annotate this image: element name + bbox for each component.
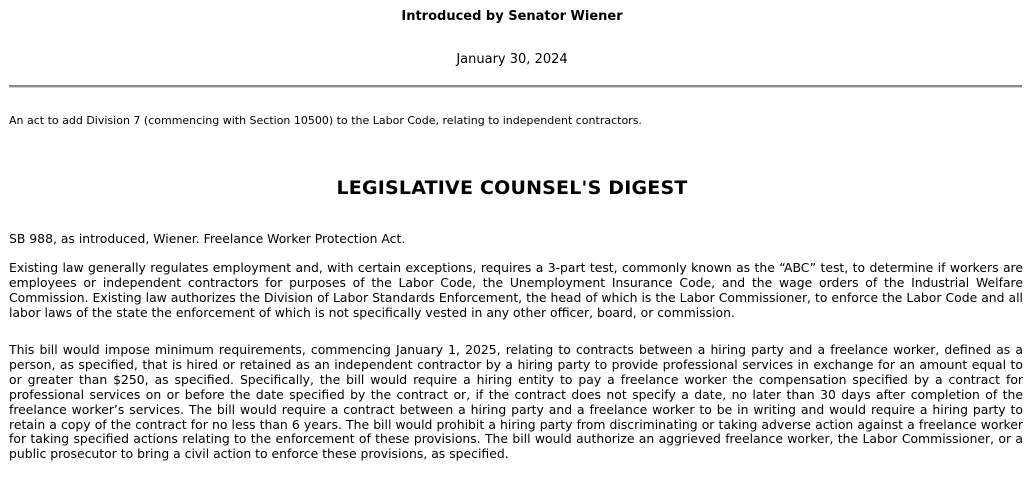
introduced-by: Introduced by Senator Wiener bbox=[401, 9, 623, 24]
digest-heading: LEGISLATIVE COUNSEL'S DIGEST bbox=[336, 177, 688, 199]
digest-paragraph-this-bill: This bill would impose minimum requirements, commencing January 1, 2025, relating to contracts between a hiring party and a freelance worker, defined as a person, as specified, that is hired or retained as an independent contractor by a hiring party to provide professional services in exchange for an amount equal to or greater than $250, as specified. Specifically, the bill would require a hiring entity to pay a freelance worker the compensation specified by a contract for professional services on or before the date specified by the contract or, if the contract does not specify a date, no later than 30 days after completion of the freelance worker’s services. The bill would require a contract between a hiring party and a freelance worker to be in writing and would require a hiring party to retain a copy of the contract for no less than 6 years. The bill would prohibit a hiring party from discriminating or taking adverse action against a freelance worker for taking specified actions relating to the enforcement of these provisions. The bill would authorize an aggrieved freelance worker, the Labor Commissioner, or a public prosecutor to bring a civil action to enforce these provisions, as specified. bbox=[9, 342, 1023, 462]
act-title: An act to add Division 7 (commencing with Section 10500) to the Labor Code, relating to independent contractors. bbox=[9, 114, 642, 127]
introduction-date: January 30, 2024 bbox=[456, 52, 568, 67]
bill-line: SB 988, as introduced, Wiener. Freelance Worker Protection Act. bbox=[9, 231, 406, 246]
header-divider bbox=[9, 85, 1022, 88]
digest-paragraph-existing-law: Existing law generally regulates employment and, with certain exceptions, requires a 3-part test, commonly known as the “ABC” test, to determine if workers are employees or independent contractors for purposes of the Labor Code, the Unemployment Insurance Code, and the wage orders of the Industrial Welfare Commission. Existing law authorizes the Division of Labor Standards Enforcement, the head of which is the Labor Commissioner, to enforce the Labor Code and all labor laws of the state the enforcement of which is not specifically vested in any other officer, board, or commission. bbox=[9, 260, 1023, 320]
